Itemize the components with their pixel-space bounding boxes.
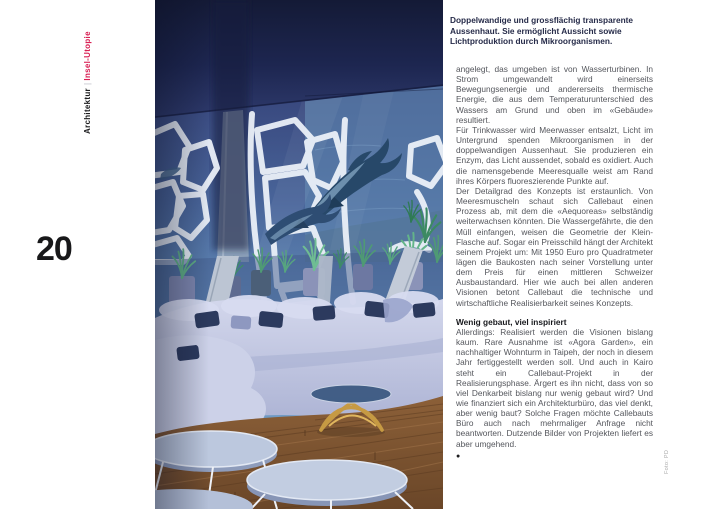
page-number: 20 — [36, 230, 72, 268]
section-separator: | — [83, 83, 92, 86]
article-end-mark: ● — [456, 452, 461, 460]
edge-vignette — [155, 0, 209, 509]
article-body — [456, 64, 653, 462]
underwater-scene — [155, 0, 443, 509]
article-paragraph: angelegt, das umgeben ist von Wasserturbinen. In Strom umgewandelt wird einerseits Bewegungsenergie und andererseits thermische Energie, die aus dem Temperaturunterschied des Wassers am Grund und oben im «Gebäude» resultiert. — [456, 64, 653, 125]
section-label — [83, 16, 96, 134]
article-paragraph: Der Detailgrad des Konzepts ist erstaunlich. Von Meeresmuscheln schaut sich Callebaut einen Prozess ab, mit dem die «Aequoreas» selbständig weiterwachsen könnten. Die Wassergefährte, die den Müll einfangen, weisen die Geometrie der Klein-Flasche auf. Sogar ein Preisschild hängt der Architekt seinem Projekt um: Mit 1950 Euro pro Quadratmeter lägen die Baukosten nach seiner Vorstellung unter dem Preis für einen mittleren Schweizer Ausbaustandard. Hier wie auch bei allen anderen Visionen betont Callebaut die technische und wirtschaftliche Realisierbarkeit seines Konzepts. — [456, 185, 653, 308]
section-name: Architektur — [83, 88, 92, 134]
section-topic: Insel-Utopie — [83, 31, 92, 81]
foreground-pillar-shadow — [213, 0, 249, 250]
article-paragraph: Für Trinkwasser wird Meerwasser entsalzt, Licht im Untergrund spenden Mikroorganismen in der doppelwandigen Aussenhaut. Sie produzieren ein Enzym, das Licht aussendet, sobald es oxidiert. Auch die namensgebende Meeresqualle weist am Rand ihres Körpers fluoreszierende Punkte auf. — [456, 124, 653, 186]
article-subheading: Wenig gebaut, viel inspiriert — [456, 316, 567, 327]
underwater-architecture-photo — [155, 0, 443, 509]
article-paragraph: Allerdings: Realisiert werden die Visionen bislang kaum. Rare Ausnahme ist «Agora Garden», ein nachhaltiger Wohnturm in Taipeh, der noch in diesem Jahr fertiggestellt werden soll. Und auch in Kairo steht ein Callebaut-Projekt in der Realisierungsphase. Ärgert es ihn nicht, dass von so viel Denkarbeit bislang nur wenig gebaut wird? Und wie finanziert sich ein Architekturbüro, das viel denkt, aber wenig baut? Solche Fragen möchte Callebauts Büro auch nach mehrmaliger Anfrage nicht beantworten. Dutzende Bilder von Projekten liefert es aber umgehend. — [456, 326, 653, 449]
photo-credit: Foto: PD — [664, 449, 670, 474]
photo-caption: Doppelwandige und grossflächig transparente Aussenhaut. Sie ermöglicht Aussicht sowie Lichtproduktion durch Mikroorganismen. — [450, 15, 634, 47]
